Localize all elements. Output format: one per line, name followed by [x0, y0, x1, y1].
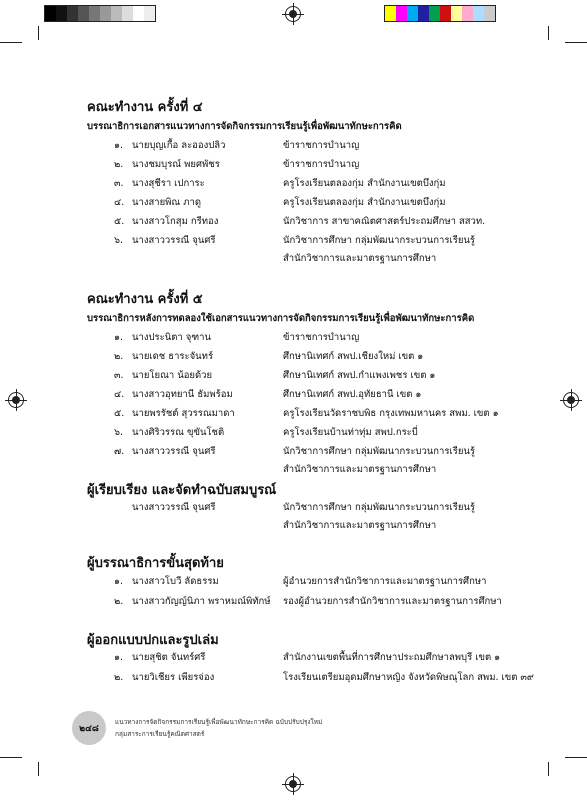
person-role-line2: สำนักวิชาการและมาตรฐานการศึกษา [283, 464, 437, 475]
person-role: ศึกษานิเทศก์ สพป.กำแพงเพชร เขต ๑ [283, 370, 436, 381]
person-name: นางศิริวรรณ ขุขันโชติ [132, 427, 225, 438]
list-item [0, 349, 587, 363]
crop-mark [38, 762, 39, 776]
crop-mark [565, 42, 587, 43]
person-role: นักวิชาการศึกษา กลุ่มพัฒนากระบวนการเรียนรู้ [283, 502, 475, 513]
person-name: นางสาวกัญญ์นิภา พราหมณ์พิทักษ์ [132, 596, 271, 607]
person-role: ข้าราชการบำนาญ [283, 140, 360, 151]
list-item [0, 670, 587, 684]
color-swatch [484, 6, 495, 21]
list-item-continuation [0, 518, 587, 532]
person-name: นางสาววรรณี จุนศรี [132, 235, 216, 246]
crop-mark [0, 42, 22, 43]
person-name: นายวิเชียร เพียรจ่อง [132, 672, 215, 683]
person-name: นางสาววรรณี จุนศรี [132, 446, 216, 457]
item-number: ๔. [114, 389, 125, 400]
item-number: ๖. [114, 427, 124, 438]
color-swatch [144, 6, 155, 21]
item-number: ๒. [114, 159, 124, 170]
color-swatch [407, 6, 418, 21]
list-item-continuation [0, 462, 587, 476]
person-name: นางสุชีรา เปการะ [132, 178, 205, 189]
person-name: นางสาววรรณี จุนศรี [132, 502, 216, 513]
item-number: ๑. [114, 652, 124, 663]
section-subtitle: บรรณาธิการหลังการทดลองใช้เอกสารแนวทางการจัดกิจกรรมการเรียนรู้เพื่อพัฒนาทักษะการคิด [87, 313, 475, 324]
cmyk-color-bar [384, 5, 496, 22]
item-number: ๕. [114, 408, 125, 419]
list-item [0, 368, 587, 382]
section-title: คณะทำงาน ครั้งที่ ๔ [87, 100, 203, 115]
item-number: ๔. [114, 197, 125, 208]
grayscale-color-bar [44, 5, 156, 22]
crop-mark [0, 757, 22, 758]
color-swatch [45, 6, 56, 21]
page-number: ๒๔๘ [79, 724, 99, 734]
list-item [0, 574, 587, 588]
item-number: ๕. [114, 216, 125, 227]
person-name: นายโยณา น้อยด้วย [132, 370, 213, 381]
person-name: นายบุญเกื้อ ละอองปลิว [132, 140, 226, 151]
person-name: นางประนิตา จุฑาน [132, 332, 212, 343]
list-item [0, 233, 587, 247]
section-title: ผู้บรรณาธิการขั้นสุดท้าย [87, 556, 224, 571]
registration-mark-bottom [285, 776, 301, 792]
person-role: ครูโรงเรียนตลองกุ่ม สำนักงานเขตบึงกุ่ม [283, 197, 446, 208]
list-item [0, 195, 587, 209]
person-role: ข้าราชการบำนาญ [283, 332, 360, 343]
person-role: สำนักงานเขตพื้นที่การศึกษาประถมศึกษาลพบุรี เขต ๑ [283, 652, 501, 663]
color-swatch [78, 6, 89, 21]
color-swatch [385, 6, 396, 21]
person-role: โรงเรียนเตรียมอุดมศึกษาหญิง จังหวัดพิษณุโลก สพม. เขต ๓๙ [283, 672, 534, 683]
item-number: ๑. [114, 576, 124, 587]
list-item [0, 650, 587, 664]
color-swatch [122, 6, 133, 21]
item-number: ๗. [114, 446, 125, 457]
person-name: นายสุชิต จันทร์ศรี [132, 652, 206, 663]
crop-mark [548, 762, 549, 776]
person-role: นักวิชาการ สาขาคณิตศาสตร์ประถมศึกษา สสวท. [283, 216, 486, 227]
person-role-line2: สำนักวิชาการและมาตรฐานการศึกษา [283, 520, 437, 531]
list-item [0, 138, 587, 152]
color-swatch [473, 6, 484, 21]
person-role: ศึกษานิเทศก์ สพป.เชียงใหม่ เขต ๑ [283, 351, 424, 362]
list-item [0, 594, 587, 608]
crop-mark [565, 757, 587, 758]
person-name: นางสาวโกสุม กรีทอง [132, 216, 219, 227]
person-role: ศึกษานิเทศก์ สพป.อุทัยธานี เขต ๑ [283, 389, 422, 400]
list-item-continuation [0, 251, 587, 265]
color-swatch [396, 6, 407, 21]
person-name: นางสาวโบวี ลัดธรรม [132, 576, 219, 587]
person-role: นักวิชาการศึกษา กลุ่มพัฒนากระบวนการเรียนรู้ [283, 446, 475, 457]
person-role: รองผู้อำนวยการสำนักวิชาการและมาตรฐานการศึกษา [283, 596, 502, 607]
item-number: ๑. [114, 140, 124, 151]
person-role: ผู้อำนวยการสำนักวิชาการและมาตรฐานการศึกษา [283, 576, 487, 587]
footer-subject: กลุ่มสาระการเรียนรู้คณิตศาสตร์ [115, 730, 205, 738]
section-title: คณะทำงาน ครั้งที่ ๕ [87, 292, 203, 307]
list-item [0, 157, 587, 171]
color-swatch [111, 6, 122, 21]
color-swatch [451, 6, 462, 21]
person-name: นายพรรัชต์ สุวรรณมาดา [132, 408, 235, 419]
list-item [0, 176, 587, 190]
color-swatch [89, 6, 100, 21]
item-number: ๒. [114, 351, 124, 362]
list-item [0, 214, 587, 228]
color-swatch [429, 6, 440, 21]
list-item [0, 406, 587, 420]
item-number: ๒. [114, 596, 124, 607]
person-name: นายเดช ธาระจันทร์ [132, 351, 214, 362]
list-item [0, 444, 587, 458]
crop-mark [38, 26, 39, 40]
list-item [0, 500, 587, 514]
item-number: ๒. [114, 672, 124, 683]
color-swatch [440, 6, 451, 21]
list-item [0, 387, 587, 401]
list-item [0, 330, 587, 344]
item-number: ๓. [114, 178, 124, 189]
color-swatch [133, 6, 144, 21]
list-item [0, 425, 587, 439]
section-title: ผู้เรียบเรียง และจัดทำฉบับสมบูรณ์ [87, 483, 277, 498]
color-swatch [100, 6, 111, 21]
person-role-line2: สำนักวิชาการและมาตรฐานการศึกษา [283, 253, 437, 264]
section-title: ผู้ออกแบบปกและรูปเล่ม [87, 633, 219, 648]
color-swatch [67, 6, 78, 21]
person-role: ครูโรงเรียนตลองกุ่ม สำนักงานเขตบึงกุ่ม [283, 178, 446, 189]
color-swatch [56, 6, 67, 21]
item-number: ๖. [114, 235, 124, 246]
item-number: ๑. [114, 332, 124, 343]
person-name: นางชมบุรณ์ พยศพัชร [132, 159, 220, 170]
registration-mark-top [285, 6, 301, 22]
color-swatch [418, 6, 429, 21]
person-role: ครูโรงเรียนบ้านท่าทุ่ม สพป.กระบี่ [283, 427, 418, 438]
person-role: นักวิชาการศึกษา กลุ่มพัฒนากระบวนการเรียนรู้ [283, 235, 475, 246]
item-number: ๓. [114, 370, 124, 381]
person-role: ข้าราชการบำนาญ [283, 159, 360, 170]
person-name: นางสายพิณ ภาดู [132, 197, 202, 208]
crop-mark [548, 26, 549, 40]
person-name: นางสาวอุทยานี ธัมพร้อม [132, 389, 233, 400]
footer-book-title: แนวทางการจัดกิจกรรมการเรียนรู้เพื่อพัฒนาทักษะการคิด ฉบับปรับปรุงใหม่ [115, 718, 323, 726]
person-role: ครูโรงเรียนวัดราชบพิธ กรุงเทพมหานคร สพม. เขต ๑ [283, 408, 499, 419]
color-swatch [462, 6, 473, 21]
section-subtitle: บรรณาธิการเอกสารแนวทางการจัดกิจกรรมการเรียนรู้เพื่อพัฒนาทักษะการคิด [87, 121, 402, 132]
